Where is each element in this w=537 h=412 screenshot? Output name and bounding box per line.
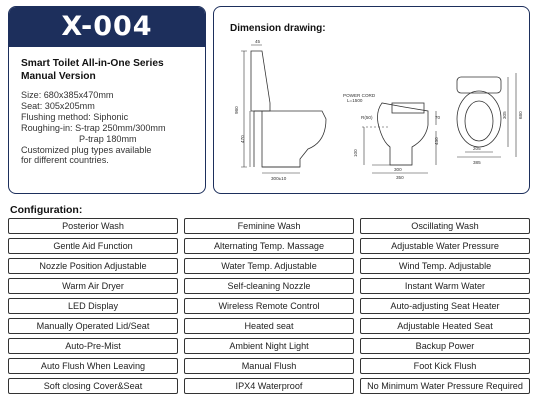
label-power-cord: POWER CORD bbox=[343, 93, 376, 98]
bowl-front-outline bbox=[378, 103, 429, 165]
spec-plug-line1: Customized plug types available bbox=[21, 144, 152, 155]
config-item: Adjustable Water Pressure bbox=[360, 238, 530, 254]
top-bowl-outer bbox=[457, 91, 501, 147]
config-item: Backup Power bbox=[360, 338, 530, 354]
spec-flushing: Flushing method: Siphonic bbox=[21, 111, 129, 122]
label-300: 300±10 bbox=[271, 176, 287, 181]
spec-size: Size: 680x385x470mm bbox=[21, 90, 114, 100]
spec-list bbox=[21, 90, 203, 166]
config-item: Adjustable Heated Seat bbox=[360, 318, 530, 334]
config-item: Water Temp. Adjustable bbox=[184, 258, 354, 274]
label-power-cord-len: L=1500 bbox=[347, 98, 363, 103]
label-70: 70 bbox=[435, 115, 441, 120]
configuration-grid bbox=[8, 218, 530, 394]
dimension-title: Dimension drawing: bbox=[230, 23, 326, 34]
dimension-drawing bbox=[214, 7, 530, 194]
spec-roughing-s: Roughing-in: S-trap 250mm/300mm bbox=[21, 122, 166, 133]
config-item: Oscillating Wash bbox=[360, 218, 530, 234]
bowl-side-outline bbox=[254, 111, 326, 167]
config-item: Posterior Wash bbox=[8, 218, 178, 234]
config-item: Auto Flush When Leaving bbox=[8, 358, 178, 374]
config-item: Self-cleaning Nozzle bbox=[184, 278, 354, 294]
series-title bbox=[21, 58, 201, 83]
dimension-panel bbox=[213, 6, 530, 194]
config-item: Wind Temp. Adjustable bbox=[360, 258, 530, 274]
spec-roughing-p: P-trap 180mm bbox=[79, 133, 137, 144]
spec-seat: Seat: 305x205mm bbox=[21, 100, 95, 111]
series-line-1: Smart Toilet All-in-One Series bbox=[21, 58, 164, 69]
label-300b: 300 bbox=[394, 167, 402, 172]
config-item: Foot Kick Flush bbox=[360, 358, 530, 374]
config-item: Gentle Aid Function bbox=[8, 238, 178, 254]
model-title: X-004 bbox=[9, 7, 205, 47]
config-item: Wireless Remote Control bbox=[184, 298, 354, 314]
config-item: Instant Warm Water bbox=[360, 278, 530, 294]
config-item: Manual Flush bbox=[184, 358, 354, 374]
config-item: Manually Operated Lid/Seat bbox=[8, 318, 178, 334]
config-item: Feminine Wash bbox=[184, 218, 354, 234]
config-item: Warm Air Dryer bbox=[8, 278, 178, 294]
spec-plug-line2: for different countries. bbox=[21, 155, 109, 166]
label-r50: R(50) bbox=[361, 115, 373, 120]
config-item: Ambient Night Light bbox=[184, 338, 354, 354]
series-line-2: Manual Version bbox=[21, 70, 96, 82]
label-350: 350 bbox=[396, 175, 404, 180]
label-430: 430 bbox=[434, 137, 439, 145]
label-385: 385 bbox=[473, 160, 481, 165]
label-680: 680 bbox=[518, 111, 523, 119]
label-100: 100 bbox=[353, 149, 358, 157]
tank-outline bbox=[251, 51, 270, 111]
config-item: Auto-adjusting Seat Heater bbox=[360, 298, 530, 314]
configuration-title: Configuration: bbox=[10, 204, 83, 216]
label-305: 305 bbox=[502, 111, 507, 119]
config-item: Auto-Pre-Mist bbox=[8, 338, 178, 354]
top-section bbox=[8, 6, 530, 194]
config-item: Alternating Temp. Massage bbox=[184, 238, 354, 254]
config-item: LED Display bbox=[8, 298, 178, 314]
config-item: Soft closing Cover&Seat bbox=[8, 378, 178, 394]
config-item: Nozzle Position Adjustable bbox=[8, 258, 178, 274]
label-470: 470 bbox=[240, 135, 245, 143]
label-205: 205 bbox=[473, 146, 481, 151]
top-bowl-inner bbox=[465, 101, 493, 141]
product-info-panel bbox=[8, 6, 206, 194]
config-item: Heated seat bbox=[184, 318, 354, 334]
config-item: No Minimum Water Pressure Required bbox=[360, 378, 530, 394]
label-980: 980 bbox=[234, 106, 239, 114]
label-45: 45 bbox=[255, 39, 261, 44]
config-item: IPX4 Waterproof bbox=[184, 378, 354, 394]
